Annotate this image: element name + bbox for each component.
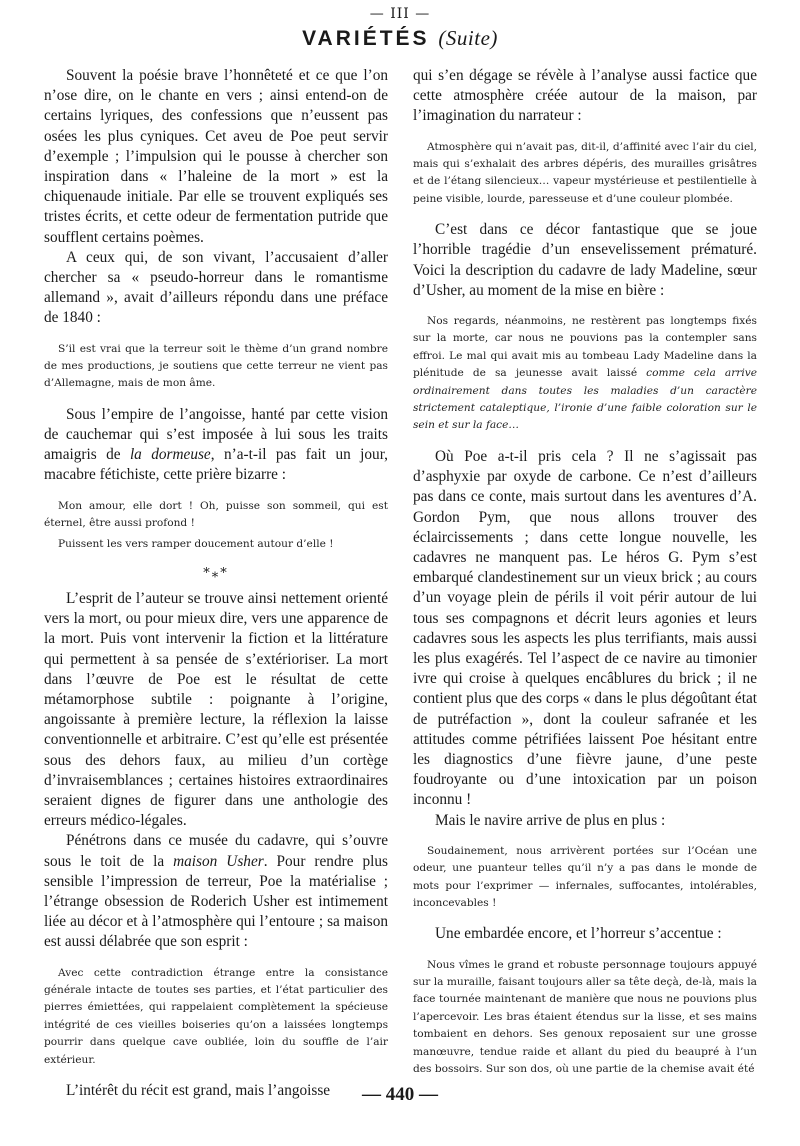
italic-text: la dormeuse [129, 446, 211, 464]
paragraph: Une embardée encore, et l’horreur s’accentue : [435, 925, 722, 943]
page-title [0, 26, 800, 51]
block-quote: Nous vîmes le grand et robuste personnage toujours appuyé sur la muraille, faisant toujours aller sa tête deçà, de-là, mais la face tournée maintenant de manière que nous ne pouvions plus l’apercevoir. Les bras étaient étendus sur la lisse, et ses mains tombaient en dehors. Ses genoux reposaient sur une grosse manœuvre, tendue raide et allant du pied du beaupré à l’un des bossoirs. Sur son dos, où une partie de la chemise avait été [413, 958, 757, 1076]
text-run: Sous l’empire de l’angoisse, hanté par cette vision de cauchemar qui s’est imposée à lui sous les traits amaigris de [44, 405, 388, 464]
block-quote: Atmosphère qui n’avait pas, dit-il, d’affinité avec l’air du ciel, mais qui s’exhalait des arbres dépéris, des murailles grisâtres et de l’étang silencieux… vapeur mystérieuse et pestilentielle à peine visible, lourde, paresseuse et d’une couleur plombée. [413, 140, 757, 205]
title-suffix: (Suite) [438, 26, 498, 50]
right-column [413, 66, 757, 1090]
paragraph: L’intérêt du récit est grand, mais l’angoisse [66, 1081, 331, 1099]
text-run: , n’a-t-il pas fait un jour, macabre fétichiste, cette prière bizarre : [44, 446, 389, 484]
page-number: — 440 — [362, 1084, 438, 1105]
block-quote: Avec cette contradiction étrange entre la consistance générale intacte de toutes ses parties, et l’état particulier des pierres émiettées, qui rappelaient complètement la spécieuse intégrité de ces vieilles boiseries qu’on a laissées longtemps pourrir dans quelque cave oubliée, loin du souffle de l’air extérieur. [44, 966, 388, 1066]
paragraph: qui s’en dégage se révèle à l’analyse aussi factice que cette atmosphère créée autour de la maison, par l’imagination du narrateur : [413, 67, 757, 125]
left-column [44, 66, 388, 1101]
paragraph: Souvent la poésie brave l’honnêteté et ce que l’on n’ose dire, on le chante en vers ; ainsi entend-on de certains lyriques, des confessions que n’eussent pas osées les plus cyniques. Cet aveu de Poe peut servir d’exemple ; l’impulsion qui le pousse à chercher son inspiration dans « l’haleine de la mort » est la chiquenaude initiale. Par elle se trouvent expliqués ses tristes écrits, et cette odeur de fermentation putride que soufflent certains poèmes. [44, 67, 388, 246]
block-quote: Puissent les vers ramper doucement autour d’elle ! [58, 538, 334, 551]
section-separator: *⁎* [203, 565, 229, 581]
text-run: Nos regards, néanmoins, ne restèrent pas longtemps fixés sur la morte, car nous ne pouvions pas la contempler sans effroi. Le mal qui avait mis au tombeau Lady Madeline dans la plénitude de sa jeunesse avait laissé [413, 315, 757, 380]
paragraph: Mais le navire arrive de plus en plus : [435, 811, 666, 829]
text-run: . Pour rendre plus sensible l’impression de terreur, Poe la matérialise ; l’étrange obsession de Roderich Usher est intimement liée au décor et à l’atmosphère qui l’entoure ; sa maison est aussi délabrée que son esprit : [44, 852, 388, 951]
text-run: Pénétrons dans ce musée du cadavre, qui s’ouvre sous le toit de la [44, 832, 388, 870]
block-quote: Mon amour, elle dort ! Oh, puisse son sommeil, qui est éternel, être aussi profond ! [44, 499, 388, 530]
block-quote [413, 313, 757, 435]
paragraph: L’esprit de l’auteur se trouve ainsi nettement orienté vers la mort, ou pour mieux dire, vers une apparence de la mort. Puis vont intervenir la fiction et la littérature qui permettent à sa pensée de s’extérioriser. La mort dans l’œuvre de Poe est le résultat de cette métamorphose subtile : poignante à l’origine, angoissante à première lecture, la réflexion la laisse conventionnelle et arbitraire. C’est qu’elle est présentée sous des dehors faux, au milieu d’un cortège d’invraisemblances ; certaines histoires extraordinaires seraient dignes de figurer dans une anthologie des erreurs médico-légales. [44, 589, 388, 830]
italic-text: maison Usher [173, 852, 264, 870]
block-quote: S’il est vrai que la terreur soit le thème d’un grand nombre de mes productions, je soutiens que cette terreur ne vient pas d’Allemagne, mais de mon âme. [44, 342, 388, 390]
block-quote: Soudainement, nous arrivèrent portées sur l’Océan une odeur, une puanteur telles qu’il n’y a pas dans le monde de mots pour l’exprimer — infernales, suffocantes, intolérables, inconcevables ! [413, 844, 757, 909]
title-main: VARIÉTÉS [302, 27, 430, 50]
running-folio: — III — [369, 6, 431, 22]
paragraph [44, 831, 388, 952]
paragraph: C’est dans ce décor fantastique que se joue l’horrible tragédie d’un ensevelissement prématuré. Voici la description du cadavre de lady Madeline, sœur d’Usher, au moment de la mise en bière : [413, 221, 757, 299]
paragraph: Où Poe a-t-il pris cela ? Il ne s’agissait pas d’asphyxie par oxyde de carbone. Ce n’est d’ailleurs pas dans ce conte, mais surtout dans les aventures d’A. Gordon Pym, que nous allons trouver des éclaircissements ; dans cette longue nouvelle, les cadavres ne manquent pas. Le héros G. Pym s’est embarqué clandestinement sur un vieux brick ; au cours d’un voyage plein de périls il voit périr autour de lui tous ses compagnons et décrit leurs agonies et leurs cadavres sous les aspects les plus terrifiants, mais aussi les plus exagérés. Tel l’aspect de ce navire au timonier ivre qui croise à quelques encâblures du brick ; il ne contient plus que des corps « dans le plus dégoûtant état de putréfaction », dont la couleur safranée et les attitudes comme pétrifiées laissent Poe hésitant entre les diagnostics d’une fièvre jaune, d’une peste foudroyante ou d’une intoxication par un poison inconnu ! [413, 447, 757, 809]
paragraph: A ceux qui, de son vivant, l’accusaient d’aller chercher sa « pseudo-horreur dans le romantisme allemand », avait d’ailleurs répondu dans une préface de 1840 : [44, 248, 388, 327]
italic-text: comme cela arrive ordinairement dans toutes les maladies d’un caractère strictement cataleptique, l’ironie d’une faible coloration sur le sein et sur la face… [413, 367, 757, 432]
paragraph [44, 405, 388, 486]
